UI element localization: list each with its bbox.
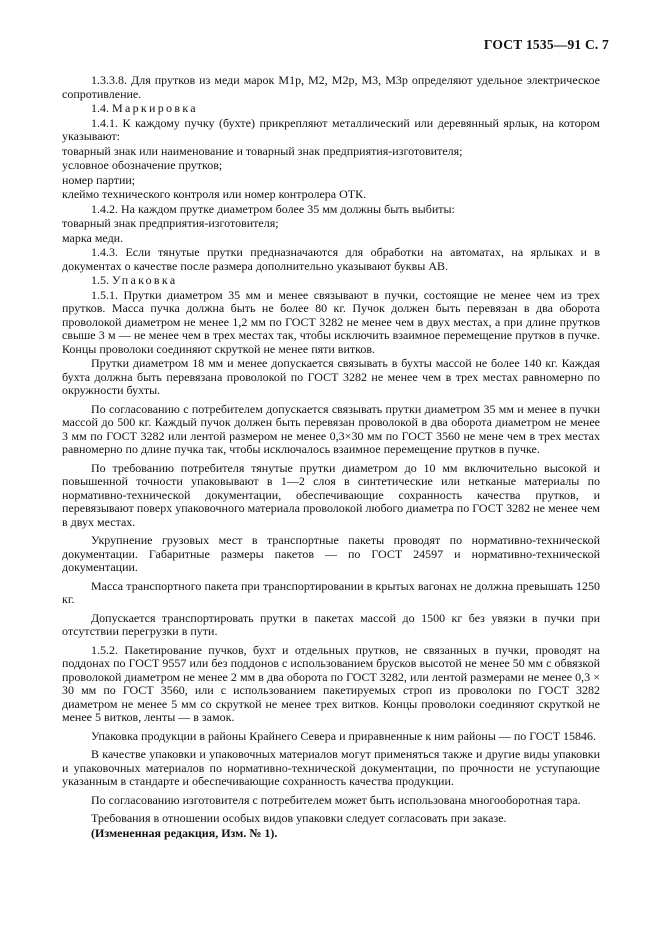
paragraph-other-packaging: В качестве упаковки и упаковочных материалов могут применяться также и другие виды упаковки и упаковочных материалов по нормативно-технической документации, по прочности не уступающие указанным в стандарте и обеспечивающие сохранность качества продукции. bbox=[62, 747, 600, 788]
paragraph-1-4-2: 1.4.2. На каждом прутке диаметром более 35 мм должны быть выбиты: bbox=[91, 201, 455, 216]
document-body bbox=[62, 74, 600, 841]
section-title-packaging: Упаковка bbox=[112, 273, 178, 287]
paragraph-coils: Прутки диаметром 18 мм и менее допускается связывать в бухты массой не более 140 кг. Каждая бухта должна быть перевязана проволокой по ГОСТ 3282 не менее чем в трех местах равномерно по окружности бухты. bbox=[62, 356, 600, 397]
paragraph-1-5-1: 1.5.1. Прутки диаметром 35 мм и менее связывают в пучки, состоящие не менее чем из трех прутков. Масса пучка должна быть не более 80 кг. Пучок должен быть перевязан в два оборота проволокой диаметром не менее 1,2 мм по ГОСТ 3282 не менее чем в двух местах, а при длине прутков свыше 3 м — не менее чем в трех местах так, чтобы исключить взаимное перемещение прутков в пучке. Концы проволоки соединяют скруткой не менее пяти витков. bbox=[62, 287, 600, 356]
paragraph-enlargement: Укрупнение грузовых мест в транспортные пакеты проводят по нормативно-технической документации. Габаритные размеры пакетов — по ГОСТ 24597 и нормативно-технической документации. bbox=[62, 533, 600, 574]
paragraph-bundles-500kg: По согласованию с потребителем допускается связывать прутки диаметром 35 мм и менее в пучки массой до 500 кг. Каждый пучок должен быть перевязан проволокой в два оборота диаметром не менее 3 мм по ГОСТ 3282 или лентой размером не менее 0,3×30 мм по ГОСТ 3560 не мене чем в трех местах равномерно по длине пучка так, чтобы исключалось взаимное перемещение прутков в пучке. bbox=[62, 401, 600, 456]
paragraph-returnable-container: По согласованию изготовителя с потребителем может быть использована многооборотная тара. bbox=[91, 792, 581, 807]
paragraph-far-north: Упаковка продукции в районы Крайнего Севера и приравненные к ним районы — по ГОСТ 15846. bbox=[91, 728, 597, 743]
list-item: товарный знак или наименование и товарный знак предприятия-изготовителя; bbox=[62, 143, 463, 158]
section-number: 1.5. bbox=[91, 273, 112, 287]
paragraph-special-packaging: Требования в отношении особых видов упаковки следует согласовать при заказе. bbox=[91, 811, 507, 825]
page-header: ГОСТ 1535—91 С. 7 bbox=[483, 37, 609, 52]
list-item: условное обозначение прутков; bbox=[62, 158, 223, 172]
section-number: 1.4. bbox=[91, 101, 112, 115]
paragraph-package-mass: Масса транспортного пакета при транспортировании в крытых вагонах не должна превышать 1250 кг. bbox=[62, 578, 600, 606]
paragraph-1-4-1: 1.4.1. К каждому пучку (бухте) прикрепляют металлический или деревянный ярлык, на котором указывают: bbox=[62, 115, 600, 143]
list-item: товарный знак предприятия-изготовителя; bbox=[62, 216, 279, 230]
section-heading-1-4 bbox=[62, 102, 600, 116]
section-heading-1-5 bbox=[62, 274, 600, 288]
list-item: клеймо технического контроля или номер контролера ОТК. bbox=[62, 187, 367, 201]
paragraph-1-5-2: 1.5.2. Пакетирование пучков, бухт и отдельных прутков, не связанных в пучки, проводят на поддонах по ГОСТ 9557 или без поддонов с использованием брусков высотой не менее 50 мм с обвязкой проволокой диаметром не менее 2 мм в два оборота по ГОСТ 3282, или лентой размерами не менее 0,3 × 30 мм по ГОСТ 3560, или с использованием пакетируемых строп из проволоки по ГОСТ 3282 диаметром не менее 5 мм со скруткой не менее трех витков. Концы проволоки соединяют скруткой не менее 5 витков, ленты — в замок. bbox=[62, 642, 600, 724]
list-item: номер партии; bbox=[62, 172, 136, 187]
amendment-note: (Измененная редакция, Изм. № 1). bbox=[91, 825, 278, 840]
paragraph-1-4-3: 1.4.3. Если тянутые прутки предназначаются для обработки на автоматах, на ярлыках и в документах о качестве после размера дополнительно указывают буквы АВ. bbox=[62, 245, 600, 273]
list-item: марка меди. bbox=[62, 230, 124, 245]
section-title-marking: Маркировка bbox=[112, 101, 198, 115]
paragraph-1500kg: Допускается транспортировать прутки в пакетах массой до 1500 кг без увязки в пучки при отсутствии перегрузки в пути. bbox=[62, 610, 600, 638]
paragraph-10mm-packing: По требованию потребителя тянутые прутки диаметром до 10 мм включительно высокой и повышенной точности упаковывают в 1—2 слоя в синтетические или нетканые материалы по нормативно-технической документации, обеспечивающие сохранность качества прутков, и перевязывают поверх упаковочного материала проволокой любого диаметра по ГОСТ 3282 не менее чем в двух местах. bbox=[62, 460, 600, 529]
paragraph-1-3-3-8: 1.3.3.8. Для прутков из меди марок М1р, М2, М2р, М3, М3р определяют удельное электрическое сопротивление. bbox=[62, 73, 600, 101]
